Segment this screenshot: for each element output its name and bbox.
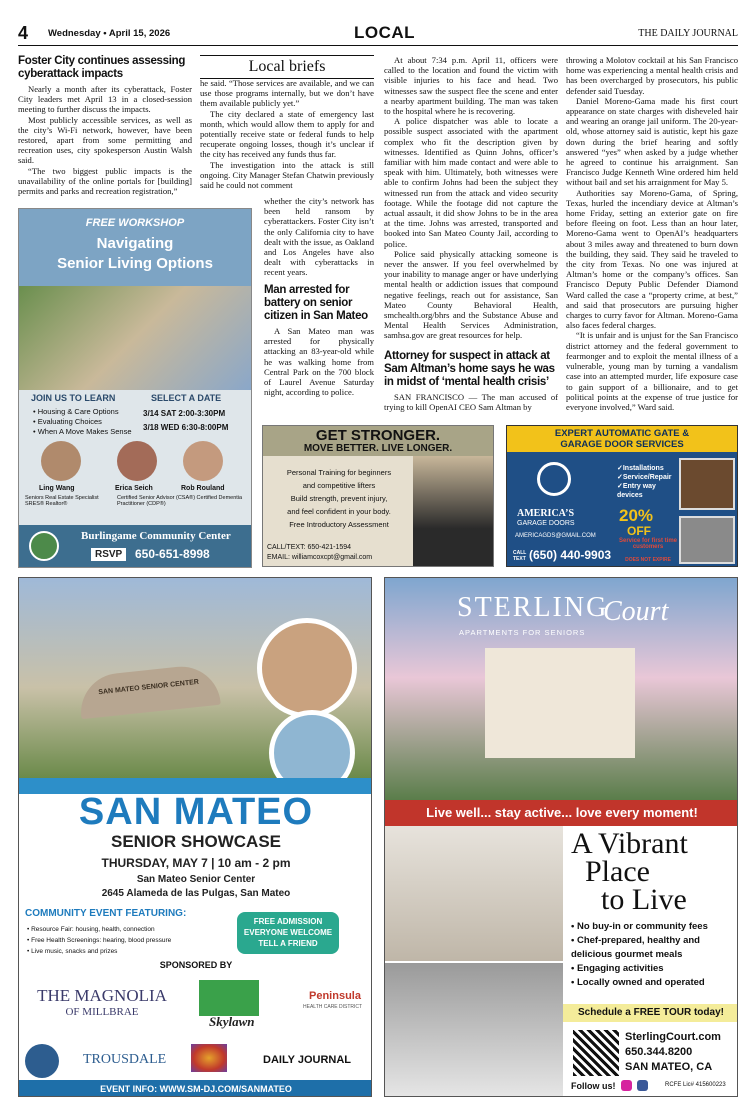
paragraph: At about 7:34 p.m. April 11, officers were called to the location and found the victim with visible injuries to his face and head. Two witnesses saw the suspect flee the scene and enter a nearby apartment building. The man was taken to the hospital where he is recovering. [384, 55, 558, 117]
discount-note: Service for first time customers [618, 538, 678, 550]
list-item: ✓Service/Repair [617, 474, 672, 481]
license-number: RCFE Lic# 415600223 [665, 1082, 726, 1088]
paragraph: A San Mateo man was arrested for physically attacking an 83-year-old while he was walking home from Central Park on the 700 block of Laurel Avenue Saturday night, according to police. [264, 326, 374, 398]
discount-note2: DOES NOT EXPIRE [625, 557, 671, 563]
list-item: • Free Health Screenings: hearing, blood pressure [27, 937, 172, 944]
discount-pct: 20% [619, 506, 654, 525]
paragraph: SAN FRANCISCO — The man accused of trying to kill OpenAI CEO Sam Altman by [384, 392, 558, 413]
website-link[interactable]: SterlingCourt.com [625, 1031, 721, 1043]
sponsor-logo: HEALTH CARE DISTRICT [303, 1004, 363, 1010]
paragraph: Daniel Moreno-Gama made his first court appearance on state charges with disheveled hair and wearing an orange jail uniform. The 20-year-old, whose attorney said is autistic, kept his gaze down during the brief hearing and softly answered “yes” when asked by a judge whether he agreed to continue his arraignment. San Francisco Judge Kenneth Wine ordered him held without bail and set his arraignment for May 5. [566, 95, 738, 188]
venue-logo-icon [29, 531, 59, 561]
ad-senior-showcase[interactable] [18, 577, 372, 1097]
list-item: ✓Installations [617, 465, 664, 472]
list-item: • Live music, snacks and prizes [27, 948, 118, 955]
ad-city: SAN MATEO, CA [625, 1061, 713, 1073]
ad-city: SAN MATEO [78, 791, 314, 833]
paragraph: Police said physically attacking someone is never the answer. If you feel overwhelmed by your inability to manage anger or have underlying mental health or addiction issues that compound negative feelings, reach out for assistance, San Mateo County Behavioral Health, smchealth.org/bhrs and the Substance Abuse and Mental Health Services Administration, samhsa.gov are great resources for help. [384, 248, 558, 341]
list-item: • No buy-in or community fees [571, 921, 708, 932]
follow-label: Follow us! [571, 1081, 616, 1091]
ad-photo [19, 286, 251, 390]
headline: Attorney for suspect in attack at Sam Altman’s home says he was in midst of ‘mental health crisis’ [384, 350, 555, 388]
list-item: • Locally owned and operated [571, 977, 705, 988]
ad-sterling-court[interactable] [384, 577, 738, 1097]
ad-banner: Live well... stay active... love every moment! [385, 800, 738, 826]
sponsor-logo: THE MAGNOLIA OF MILLBRAE [37, 986, 167, 1018]
brand-name: STERLING [457, 592, 609, 623]
paragraph: Nearly a month after its cyberattack, Foster City leaders met April 13 in a closed-session meeting to further discuss the impacts. [18, 84, 192, 115]
ad-phone[interactable]: 650.344.8200 [625, 1046, 693, 1058]
ad-address: 2645 Alameda de las Pulgas, San Mateo [101, 888, 291, 899]
paragraph: A police dispatcher was able to locate a possible suspect associated with the apartment complex who fit the description given by witnesses. Identified as Quinn Johns, officer’s familiar with him made contact and were able to speak with him. Ultimately, both witnesses were able to confirm Johns had been the subject they witnessed run from the attack and video security footage. While the footage did not capture the actual assault, it did show Johns to be in the area at the time. Johns was arrested, transported and booked into San Mateo County Jail, according to police. [384, 116, 558, 249]
article-battery [264, 284, 374, 397]
paragraph: Most publicly accessible services, as well as the city’s Wi-Fi network, however, have been restored, apart from some permitting and recreation uses, city spokesperson Austin Walsh said. [18, 114, 192, 166]
avatar [117, 441, 157, 481]
ad-title: EXPERT AUTOMATIC GATE & [554, 428, 690, 439]
speaker-title: Seniors Real Estate Specialist SRES® Realtor® [25, 495, 99, 507]
paragraph: The investigation into the attack is still ongoing. City Manager Stefan Chatwin previously said he could not comment [200, 159, 374, 191]
brand-name: AMERICA’S [517, 508, 575, 519]
paragraph: “It is unfair and is unjust for the San Francisco district attorney and the federal government to fearmonger and to exploit the mental illness of a vulnerable, young man by turning a vandalism case into an attempted murder, life exposure case to gain support of a billionaire, and to get political points at the expense of true justice for everyone involved,” Ward said. [566, 330, 738, 412]
list-item: • Evaluating Choices [33, 417, 102, 426]
ad-title: Navigating [96, 235, 174, 252]
list-item: • Resource Fair: housing, health, connection [27, 926, 155, 933]
ad-photo [385, 578, 737, 800]
contact-info [625, 1030, 721, 1075]
issue-date: Wednesday • April 15, 2026 [48, 28, 171, 39]
center-sign: SAN MATEO SENIOR CENTER [77, 663, 221, 719]
ad-senior-workshop[interactable] [18, 208, 252, 568]
ad-select: SELECT A DATE [151, 393, 222, 403]
list-item: • Engaging activities [571, 963, 664, 974]
paper-name: THE DAILY JOURNAL [638, 28, 738, 39]
rsvp-badge: RSVP [91, 548, 126, 561]
article-altman-cont [566, 55, 738, 412]
call-label: CALL TEXT [513, 550, 527, 562]
ad-garage-doors[interactable] [506, 425, 738, 567]
building-shape [485, 648, 635, 758]
ad-line: and competitive lifters [302, 481, 376, 490]
skylawn-logo-icon [199, 980, 259, 1016]
brand-tagline: GARAGE DOORS [517, 520, 575, 527]
sponsor-logo: Skylawn [209, 1014, 255, 1029]
paragraph: The city declared a state of emergency last month, which would allow them to apply for and potentially receive state or federal funds to help recuperate ongoing losses, though it’s unclear if the city has received any funds thus far. [200, 108, 374, 160]
ad-title: GARAGE DOOR SERVICES [560, 439, 684, 450]
ad-title: GET STRONGER. [315, 427, 441, 444]
speaker-name: Erica Seich [115, 485, 153, 492]
gate-photo [679, 458, 735, 510]
ad-title: Senior Living Options [57, 255, 213, 272]
article-foster-city [18, 55, 192, 196]
sponsor-logo: TROUSDALE [83, 1052, 167, 1067]
qr-code-icon[interactable] [573, 1030, 619, 1076]
brand-name2: Court [603, 596, 669, 627]
ad-footer [19, 525, 252, 568]
trainer-photo [413, 456, 494, 567]
featuring-label: COMMUNITY EVENT FEATURING: [25, 908, 187, 919]
ad-line: and feel confident in your body. [287, 507, 391, 516]
feature-list [27, 924, 171, 957]
list-item: • When A Move Makes Sense [33, 427, 132, 436]
garage-photo [679, 516, 735, 564]
list-item: ✓Entry way devices [617, 483, 656, 499]
tour-cta[interactable]: Schedule a FREE TOUR today! [563, 1004, 738, 1022]
list-item: • Housing & Care Options [33, 407, 119, 416]
headline: Man arrested for battery on senior citizen in San Mateo [264, 284, 368, 322]
event-info[interactable]: EVENT INFO: WWW.SM-DJ.COM/SANMATEO [19, 1080, 372, 1097]
paragraph: he said. “Those services are available, and we can use those programs internally, but we don’t have them available publicly yet.” [200, 78, 374, 109]
sponsored-label: SPONSORED BY [159, 960, 233, 970]
sponsor-seal-icon [25, 1044, 59, 1078]
ad-join: JOIN US TO LEARN [31, 393, 116, 403]
instagram-icon[interactable] [621, 1080, 632, 1091]
paragraph: Authorities say Moreno-Gama, of Spring, Texas, hurled the incendiary device at Altman’s home Friday, setting an exterior gate on fire before fleeing on foot. Less than an hour later, Moreno-Gama went to OpenAI’s headquarters about 3 miles away and threatened to burn down the building, they said. They said he traveled to the city from Texas. No one was injured at Altman’s home or the company’s offices. San Francisco Deputy Public Defender Diamond Ward called the case a “property crime, at best,” and said that prosecutors are pursuing higher charges to curry favor for Altman. Moreno-Gama also faces federal charges. [566, 187, 738, 331]
date-option: 3/18 WED 6:30-8:00PM [143, 423, 229, 432]
article-foster-city-cont [200, 78, 374, 190]
article-altman [384, 350, 558, 412]
local-briefs-title: Local briefs [200, 55, 374, 79]
brand-tagline: APARTMENTS FOR SENIORS [459, 628, 586, 637]
date-option: 3/14 SAT 2:00-3:30PM [143, 409, 226, 418]
section-title: LOCAL [354, 23, 416, 42]
free-admission-badge: FREE ADMISSION EVERYONE WELCOME TELL A FRIEND [237, 912, 339, 954]
avatar [257, 618, 357, 718]
ad-email[interactable]: AMERICAGDS@GMAIL.COM [515, 533, 596, 539]
page-header [18, 24, 738, 46]
paragraph: whether the city’s network has been held ransom by cyberattackers. Foster City isn’t the only California city to have dealt with the issue, as Oakland and Los Angeles have also dealt with cyberattacks in recent years. [264, 196, 374, 278]
facebook-icon[interactable] [637, 1080, 648, 1091]
venue-name: Burlingame Community Center [81, 530, 231, 542]
ad-where: San Mateo Senior Center [136, 874, 256, 885]
showcase-header [19, 792, 372, 899]
speaker-title: Certified Senior Advisor (CSA®) Certified Dementia Practitioner (CDP®) [117, 495, 243, 507]
ad-title: SENIOR SHOWCASE [110, 832, 282, 851]
page-number: 4 [18, 23, 29, 43]
brand-logo-icon [537, 462, 571, 496]
rsvp-phone[interactable]: 650-651-8998 [135, 547, 210, 561]
ad-subtitle: MOVE BETTER. LIVE LONGER. [303, 443, 453, 454]
speaker-name: Rob Rouland [181, 485, 225, 492]
resident-photo [385, 963, 563, 1097]
ad-phone[interactable]: (650) 440-9903 [529, 548, 612, 562]
ad-when: THURSDAY, MAY 7 | 10 am - 2 pm [101, 856, 291, 870]
sponsor-flower-icon [191, 1044, 227, 1072]
article-foster-city-cont2 [264, 196, 374, 278]
speakers [19, 441, 252, 499]
sponsor-logo: DAILY JOURNAL [263, 1054, 352, 1066]
avatar [183, 441, 223, 481]
discount-off: OFF [627, 524, 651, 538]
ad-email[interactable]: EMAIL: williamcoxcpt@gmail.com [267, 554, 373, 561]
paragraph: throwing a Molotov cocktail at his San Francisco home was experiencing a mental health crisis and has been overcharged by prosecutors, his public defender said Tuesday. [566, 55, 738, 96]
headline: Foster City continues assessing cyberattack impacts [18, 55, 186, 80]
sponsor-logo: Peninsula [309, 990, 361, 1002]
article-battery-cont [384, 55, 558, 341]
speaker-name: Ling Wang [39, 485, 75, 492]
ad-kicker: FREE WORKSHOP [85, 217, 185, 229]
ad-line: Personal Training for beginners [286, 468, 392, 477]
ad-line: Free Introductory Assessment [289, 520, 389, 529]
ad-personal-training[interactable] [262, 425, 494, 567]
list-item: • Chef-prepared, healthy and delicious gourmet meals [571, 935, 700, 960]
ad-phone[interactable]: CALL/TEXT: 650-421-1594 [267, 544, 352, 551]
topic-list [33, 407, 132, 437]
feature-list [571, 920, 733, 990]
avatar [41, 441, 81, 481]
ad-headline: A Vibrant Place to Live [571, 827, 688, 916]
ad-line: Build strength, prevent injury, [290, 494, 388, 503]
service-list [617, 464, 677, 500]
interior-photo [385, 826, 563, 961]
paragraph: “The two biggest public impacts is the unavailability of the online portals for [building] permits and parks and recreation registration,” [18, 165, 192, 197]
